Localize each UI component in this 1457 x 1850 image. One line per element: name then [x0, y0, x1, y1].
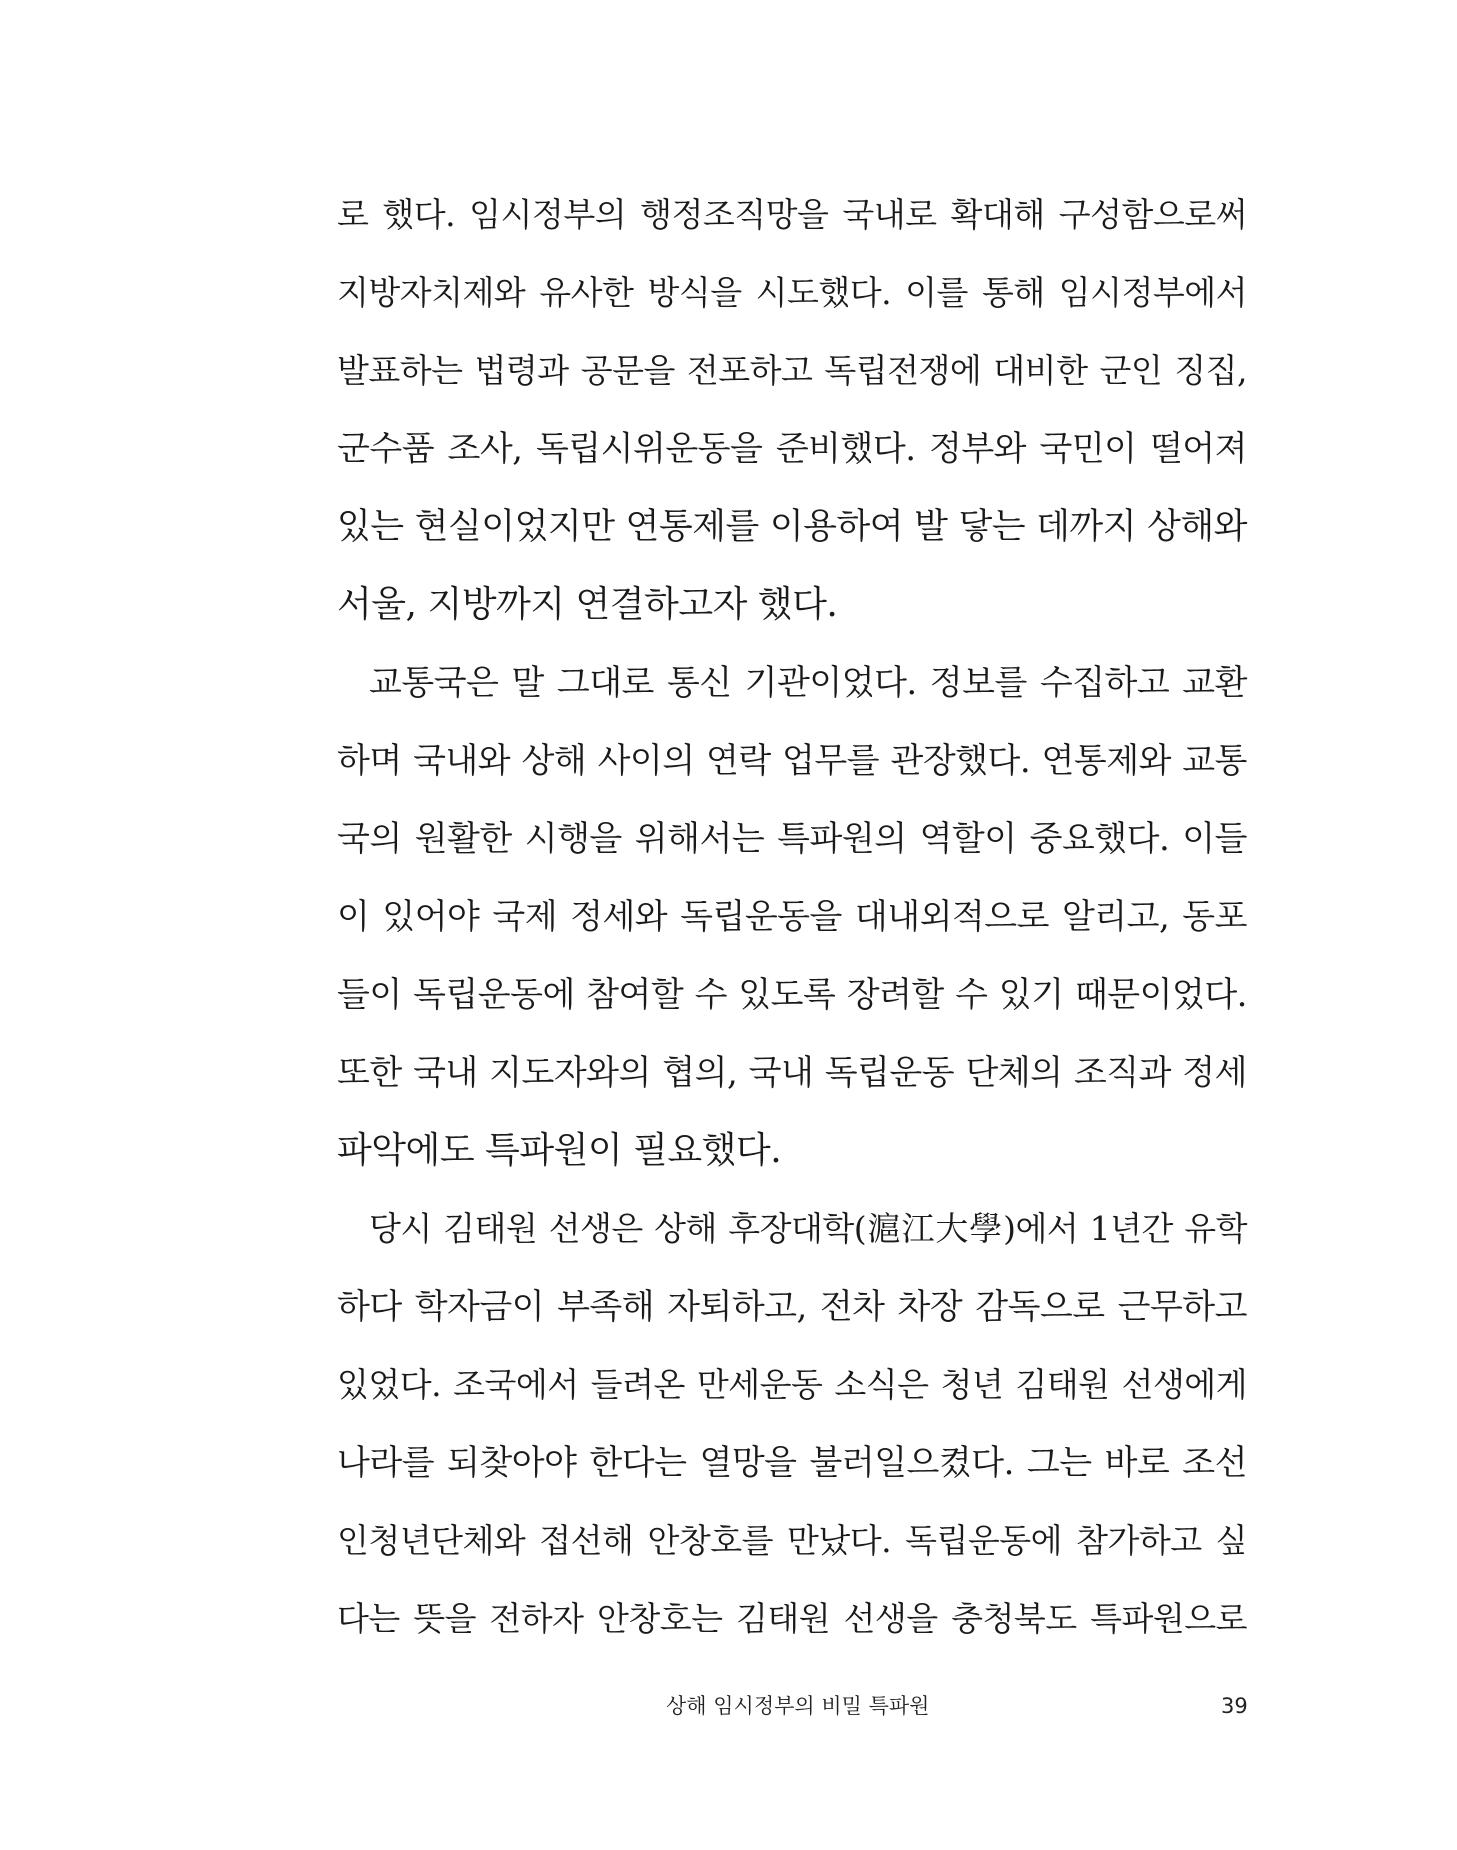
- text-line: 하다 학자금이 부족해 자퇴하고, 전차 차장 감독으로 근무하고: [337, 1287, 1247, 1327]
- body-text: [337, 176, 1247, 1658]
- page-number: 39: [1221, 1694, 1248, 1718]
- text-line: 발표하는 법령과 공문을 전포하고 독립전쟁에 대비한 군인 징집,: [337, 351, 1247, 390]
- text-line: 있었다. 조국에서 들려온 만세운동 소식은 청년 김태원 선생에게: [337, 1365, 1247, 1404]
- page-footer: [0, 1686, 1457, 1726]
- text-line: 국의 원활한 시행을 위해서는 특파원의 역할이 중요했다. 이들: [337, 819, 1247, 859]
- text-line: 들이 독립운동에 참여할 수 있도록 장려할 수 있기 때문이었다.: [337, 975, 1247, 1015]
- text-line: 서울, 지방까지 연결하고자 했다.: [337, 584, 838, 625]
- text-line: 군수품 조사, 독립시위운동을 준비했다. 정부와 국민이 떨어져: [337, 429, 1247, 469]
- text-line: 이 있어야 국제 정세와 독립운동을 대내외적으로 알리고, 동포: [337, 897, 1247, 937]
- text-line: 나라를 되찾아야 한다는 열망을 불러일으켰다. 그는 바로 조선: [337, 1443, 1247, 1483]
- text-line: 지방자치제와 유사한 방식을 시도했다. 이를 통해 임시정부에서: [337, 273, 1247, 312]
- text-line: 또한 국내 지도자와의 협의, 국내 독립운동 단체의 조직과 정세: [337, 1053, 1247, 1093]
- text-line: 교통국은 말 그대로 통신 기관이었다. 정보를 수집하고 교환: [369, 663, 1247, 703]
- text-line: 하며 국내와 상해 사이의 연락 업무를 관장했다. 연통제와 교통: [337, 741, 1247, 781]
- text-line: 파악에도 특파원이 필요했다.: [337, 1130, 782, 1171]
- text-line: 인청년단체와 접선해 안창호를 만났다. 독립운동에 참가하고 싶: [337, 1521, 1247, 1560]
- running-title: 상해 임시정부의 비밀 특파원: [666, 1694, 930, 1718]
- text-line: 있는 현실이었지만 연통제를 이용하여 발 닿는 데까지 상해와: [337, 507, 1247, 547]
- text-line: 로 했다. 임시정부의 행정조직망을 국내로 확대해 구성함으로써: [337, 195, 1247, 234]
- text-line: 다는 뜻을 전하자 안창호는 김태원 선생을 충청북도 특파원으로: [337, 1599, 1247, 1638]
- text-line: 당시 김태원 선생은 상해 후장대학(滬江大學)에서 1년간 유학: [369, 1209, 1247, 1248]
